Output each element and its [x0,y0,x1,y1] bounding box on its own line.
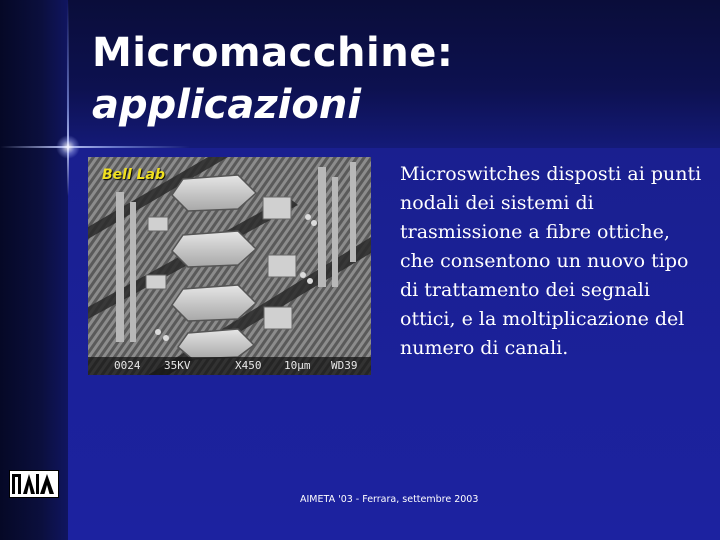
decorative-crosshair-glow [56,135,80,159]
sem-micrograph-image [88,157,371,375]
sem-scale-label: 10μm [284,359,311,372]
slide-footer: AIMETA '03 - Ferrara, settembre 2003 [300,494,479,505]
slide-title: Micromacchine: [92,30,454,76]
decorative-crosshair-horizontal [0,146,190,148]
decorative-crosshair-vertical [67,0,69,196]
sem-magnification-label: X450 [235,359,262,372]
slide-subtitle: applicazioni [92,82,362,128]
sem-info-bar [88,357,371,375]
image-credit-label: Bell Lab [102,167,166,183]
left-band [0,0,68,540]
sem-voltage-label: 35KV [164,359,191,372]
microswitch-array-illustration [88,157,371,375]
sem-wd-label: WD39 [331,359,358,372]
aimeta-logo-icon [9,470,59,498]
sem-id-label: 0024 [114,359,141,372]
slide-body-text: Microswitches disposti ai punti nodali dei sistemi di trasmissione a fibre ottiche, che consentono un nuovo tipo di trattamento dei segnali ottici, e la moltiplicazione del numero di canali. [400,163,702,359]
